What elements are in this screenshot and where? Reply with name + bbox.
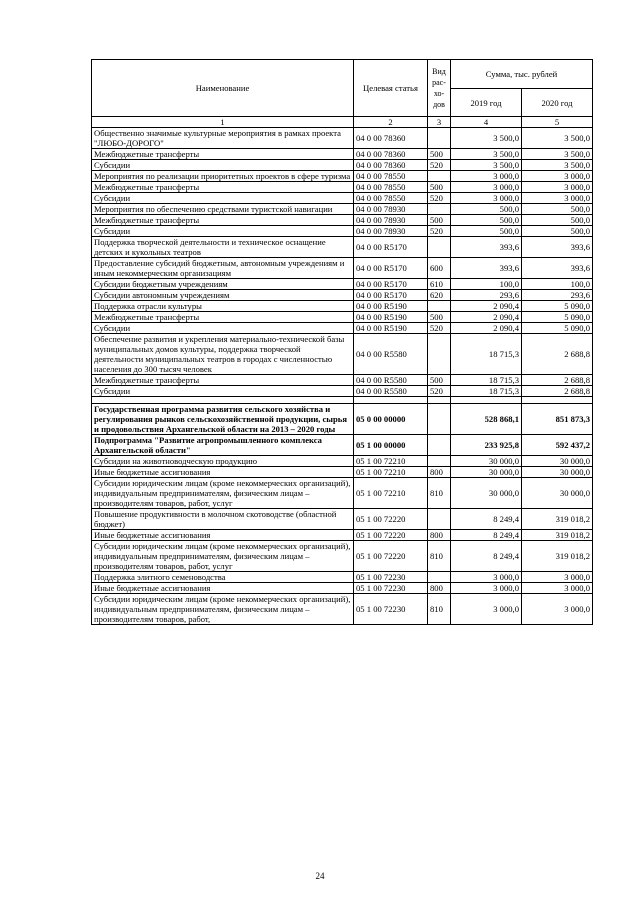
row-amount-2019-cell: 293,6 (451, 290, 522, 301)
table-row (92, 435, 593, 456)
row-expense-kind-cell (428, 128, 451, 149)
row-amount-2020-cell: 3 000,0 (522, 594, 593, 625)
row-target-code-cell: 04 0 00 78550 (354, 193, 428, 204)
row-amount-2019-cell: 100,0 (451, 279, 522, 290)
row-target-code-cell (354, 397, 428, 404)
row-amount-2019-cell: 528 868,1 (451, 404, 522, 435)
table-row (92, 160, 593, 171)
row-expense-kind-cell (428, 435, 451, 456)
row-amount-2019-cell: 30 000,0 (451, 467, 522, 478)
header-sum: Сумма, тыс. рублей (451, 60, 593, 89)
column-numbers-row (92, 117, 593, 128)
row-target-code-cell: 04 0 00 R5170 (354, 237, 428, 258)
row-target-code-cell: 04 0 00 R5580 (354, 334, 428, 375)
table-row (92, 193, 593, 204)
row-name-cell: Иные бюджетные ассигнования (92, 583, 354, 594)
row-amount-2020-cell: 393,6 (522, 237, 593, 258)
row-amount-2020-cell: 30 000,0 (522, 467, 593, 478)
row-target-code-cell: 04 0 00 R5190 (354, 312, 428, 323)
row-amount-2019-cell: 8 249,4 (451, 541, 522, 572)
row-target-code-cell: 04 0 00 R5170 (354, 258, 428, 279)
table-row (92, 456, 593, 467)
spacer-row (92, 397, 593, 404)
row-expense-kind-cell (428, 204, 451, 215)
row-target-code-cell: 04 0 00 78930 (354, 215, 428, 226)
row-name-cell: Межбюджетные трансферты (92, 312, 354, 323)
row-amount-2020-cell: 5 090,0 (522, 301, 593, 312)
row-expense-kind-cell: 520 (428, 193, 451, 204)
row-target-code-cell: 05 1 00 72230 (354, 594, 428, 625)
row-expense-kind-cell: 810 (428, 478, 451, 509)
row-amount-2019-cell: 3 000,0 (451, 171, 522, 182)
table-row (92, 386, 593, 397)
row-expense-kind-cell (428, 334, 451, 375)
row-amount-2019-cell: 393,6 (451, 258, 522, 279)
row-expense-kind-cell: 610 (428, 279, 451, 290)
row-amount-2019-cell: 3 500,0 (451, 149, 522, 160)
row-target-code-cell: 04 0 00 78550 (354, 171, 428, 182)
table-row (92, 182, 593, 193)
row-expense-kind-cell: 500 (428, 215, 451, 226)
row-amount-2020-cell: 100,0 (522, 279, 593, 290)
row-amount-2020-cell: 3 500,0 (522, 160, 593, 171)
row-amount-2020-cell: 2 688,8 (522, 334, 593, 375)
row-expense-kind-cell: 620 (428, 290, 451, 301)
row-amount-2020-cell: 5 090,0 (522, 323, 593, 334)
table-row (92, 572, 593, 583)
table-row (92, 334, 593, 375)
row-amount-2019-cell: 18 715,3 (451, 386, 522, 397)
row-amount-2020-cell: 2 688,8 (522, 375, 593, 386)
column-number: 2 (354, 117, 428, 128)
row-amount-2019-cell: 8 249,4 (451, 530, 522, 541)
row-amount-2019-cell: 8 249,4 (451, 509, 522, 530)
row-expense-kind-cell: 520 (428, 386, 451, 397)
row-expense-kind-cell: 500 (428, 312, 451, 323)
row-target-code-cell: 05 1 00 72220 (354, 530, 428, 541)
row-target-code-cell: 05 1 00 00000 (354, 435, 428, 456)
row-amount-2019-cell: 500,0 (451, 226, 522, 237)
table-row (92, 226, 593, 237)
page-number: 24 (315, 871, 325, 881)
row-amount-2020-cell: 3 000,0 (522, 182, 593, 193)
row-target-code-cell: 04 0 00 R5170 (354, 279, 428, 290)
table-row (92, 509, 593, 530)
row-amount-2020-cell: 500,0 (522, 215, 593, 226)
row-expense-kind-cell (428, 397, 451, 404)
row-target-code-cell: 05 1 00 72210 (354, 467, 428, 478)
row-name-cell: Субсидии (92, 323, 354, 334)
row-target-code-cell: 04 0 00 78930 (354, 204, 428, 215)
row-amount-2019-cell: 3 000,0 (451, 193, 522, 204)
column-number: 4 (451, 117, 522, 128)
header-year-2020: 2020 год (522, 89, 593, 117)
row-amount-2019-cell: 500,0 (451, 215, 522, 226)
header-year-2019: 2019 год (451, 89, 522, 117)
row-target-code-cell: 04 0 00 78360 (354, 128, 428, 149)
row-amount-2020-cell: 393,6 (522, 258, 593, 279)
row-amount-2019-cell (451, 397, 522, 404)
table-row (92, 128, 593, 149)
row-name-cell: Общественно значимые культурные мероприятия в рамках проекта "ЛЮБО-ДОРОГО" (92, 128, 354, 149)
row-name-cell: Субсидии юридическим лицам (кроме некоммерческих организаций), индивидуальным предпринимателям, физическим лицам – производителям товаров, работ, (92, 594, 354, 625)
column-number: 3 (428, 117, 451, 128)
table-row (92, 279, 593, 290)
row-name-cell: Поддержка отрасли культуры (92, 301, 354, 312)
row-name-cell: Межбюджетные трансферты (92, 375, 354, 386)
row-name-cell: Предоставление субсидий бюджетным, автономным учреждениям и иным некоммерческим организациям (92, 258, 354, 279)
table-row (92, 375, 593, 386)
row-expense-kind-cell (428, 237, 451, 258)
row-name-cell: Иные бюджетные ассигнования (92, 467, 354, 478)
table-row (92, 530, 593, 541)
row-target-code-cell: 04 0 00 78360 (354, 149, 428, 160)
row-target-code-cell: 05 0 00 00000 (354, 404, 428, 435)
row-target-code-cell: 04 0 00 R5580 (354, 375, 428, 386)
row-name-cell: Субсидии автономным учреждениям (92, 290, 354, 301)
row-expense-kind-cell (428, 456, 451, 467)
row-amount-2019-cell: 3 500,0 (451, 160, 522, 171)
row-target-code-cell: 04 0 00 R5170 (354, 290, 428, 301)
row-amount-2019-cell: 2 090,4 (451, 323, 522, 334)
row-expense-kind-cell: 500 (428, 182, 451, 193)
row-amount-2020-cell: 592 437,2 (522, 435, 593, 456)
table-row (92, 467, 593, 478)
row-expense-kind-cell (428, 301, 451, 312)
row-name-cell: Мероприятия по реализации приоритетных проектов в сфере туризма (92, 171, 354, 182)
row-name-cell: Субсидии (92, 386, 354, 397)
table-row (92, 258, 593, 279)
row-expense-kind-cell (428, 171, 451, 182)
row-name-cell: Подпрограмма "Развитие агропромышленного комплекса Архангельской области" (92, 435, 354, 456)
row-target-code-cell: 05 1 00 72230 (354, 572, 428, 583)
table-row (92, 301, 593, 312)
row-amount-2020-cell: 3 000,0 (522, 193, 593, 204)
row-amount-2019-cell: 2 090,4 (451, 301, 522, 312)
row-expense-kind-cell: 500 (428, 149, 451, 160)
row-amount-2019-cell: 3 000,0 (451, 583, 522, 594)
row-target-code-cell: 05 1 00 72220 (354, 541, 428, 572)
row-name-cell: Повышение продуктивности в молочном скотоводстве (областной бюджет) (92, 509, 354, 530)
row-amount-2020-cell: 5 090,0 (522, 312, 593, 323)
row-expense-kind-cell: 600 (428, 258, 451, 279)
row-name-cell: Межбюджетные трансферты (92, 149, 354, 160)
row-amount-2020-cell: 293,6 (522, 290, 593, 301)
row-expense-kind-cell: 520 (428, 323, 451, 334)
header-name: Наименование (92, 60, 354, 117)
row-amount-2020-cell: 500,0 (522, 226, 593, 237)
row-target-code-cell: 04 0 00 R5190 (354, 301, 428, 312)
row-amount-2019-cell: 3 000,0 (451, 182, 522, 193)
row-amount-2020-cell: 319 018,2 (522, 509, 593, 530)
row-name-cell: Субсидии юридическим лицам (кроме некоммерческих организаций), индивидуальным предпринимателям, физическим лицам – производителям товаров, работ, услуг (92, 541, 354, 572)
row-amount-2020-cell: 319 018,2 (522, 541, 593, 572)
table-row (92, 594, 593, 625)
row-name-cell: Поддержка элитного семеноводства (92, 572, 354, 583)
row-target-code-cell: 04 0 00 R5190 (354, 323, 428, 334)
row-name-cell: Иные бюджетные ассигнования (92, 530, 354, 541)
row-expense-kind-cell: 810 (428, 541, 451, 572)
row-target-code-cell: 04 0 00 R5580 (354, 386, 428, 397)
row-target-code-cell: 04 0 00 78360 (354, 160, 428, 171)
table-row (92, 290, 593, 301)
row-amount-2020-cell: 2 688,8 (522, 386, 593, 397)
row-amount-2020-cell: 30 000,0 (522, 478, 593, 509)
row-target-code-cell: 04 0 00 78930 (354, 226, 428, 237)
row-amount-2020-cell: 3 000,0 (522, 572, 593, 583)
column-number: 1 (92, 117, 354, 128)
row-name-cell: Государственная программа развития сельского хозяйства и регулирования рынков сельскохозяйственной продукции, сырья и продовольствия Архангельской области на 2013 – 2020 годы (92, 404, 354, 435)
row-name-cell: Мероприятия по обеспечению средствами туристской навигации (92, 204, 354, 215)
row-expense-kind-cell: 520 (428, 226, 451, 237)
row-name-cell: Субсидии бюджетным учреждениям (92, 279, 354, 290)
row-amount-2020-cell: 851 873,3 (522, 404, 593, 435)
header-kind: Вид рас-хо-дов (428, 60, 451, 117)
row-name-cell: Субсидии (92, 193, 354, 204)
budget-table (91, 59, 593, 625)
row-expense-kind-cell: 800 (428, 583, 451, 594)
row-amount-2020-cell: 3 000,0 (522, 171, 593, 182)
table-row (92, 149, 593, 160)
row-amount-2019-cell: 233 925,8 (451, 435, 522, 456)
row-expense-kind-cell (428, 572, 451, 583)
row-amount-2020-cell: 30 000,0 (522, 456, 593, 467)
row-expense-kind-cell (428, 509, 451, 530)
row-amount-2019-cell: 30 000,0 (451, 456, 522, 467)
row-amount-2019-cell: 3 000,0 (451, 572, 522, 583)
table-row (92, 583, 593, 594)
row-amount-2020-cell: 319 018,2 (522, 530, 593, 541)
table-row (92, 171, 593, 182)
row-amount-2019-cell: 500,0 (451, 204, 522, 215)
row-name-cell: Субсидии (92, 160, 354, 171)
row-expense-kind-cell: 800 (428, 467, 451, 478)
row-amount-2019-cell: 2 090,4 (451, 312, 522, 323)
table-row (92, 404, 593, 435)
row-amount-2019-cell: 30 000,0 (451, 478, 522, 509)
row-target-code-cell: 05 1 00 72210 (354, 456, 428, 467)
table-header-row (92, 60, 593, 89)
table-row (92, 312, 593, 323)
table-row (92, 237, 593, 258)
row-target-code-cell: 05 1 00 72220 (354, 509, 428, 530)
row-amount-2020-cell: 3 000,0 (522, 583, 593, 594)
header-target: Целевая статья (354, 60, 428, 117)
row-name-cell: Субсидии юридическим лицам (кроме некоммерческих организаций), индивидуальным предпринимателям, физическим лицам – производителям товаров, работ, услуг (92, 478, 354, 509)
row-target-code-cell: 05 1 00 72230 (354, 583, 428, 594)
table-row (92, 215, 593, 226)
row-name-cell: Поддержка творческой деятельности и техническое оснащение детских и кукольных театров (92, 237, 354, 258)
row-expense-kind-cell (428, 404, 451, 435)
table-row (92, 541, 593, 572)
row-name-cell: Межбюджетные трансферты (92, 215, 354, 226)
row-name-cell: Субсидии (92, 226, 354, 237)
row-amount-2019-cell: 3 500,0 (451, 128, 522, 149)
row-name-cell: Обеспечение развития и укрепления материально-технической базы муниципальных домов культуры, поддержка творческой деятельности муниципальных театров в городах с численностью населения до 300 тысяч человек (92, 334, 354, 375)
column-number: 5 (522, 117, 593, 128)
row-name-cell: Межбюджетные трансферты (92, 182, 354, 193)
row-amount-2019-cell: 3 000,0 (451, 594, 522, 625)
row-amount-2020-cell (522, 397, 593, 404)
row-expense-kind-cell: 500 (428, 375, 451, 386)
row-target-code-cell: 05 1 00 72210 (354, 478, 428, 509)
table-row (92, 323, 593, 334)
row-expense-kind-cell: 520 (428, 160, 451, 171)
row-name-cell (92, 397, 354, 404)
row-amount-2020-cell: 500,0 (522, 204, 593, 215)
table-row (92, 478, 593, 509)
row-expense-kind-cell: 800 (428, 530, 451, 541)
row-amount-2019-cell: 393,6 (451, 237, 522, 258)
row-amount-2020-cell: 3 500,0 (522, 128, 593, 149)
row-expense-kind-cell: 810 (428, 594, 451, 625)
table-row (92, 204, 593, 215)
row-target-code-cell: 04 0 00 78550 (354, 182, 428, 193)
row-amount-2019-cell: 18 715,3 (451, 375, 522, 386)
row-amount-2020-cell: 3 500,0 (522, 149, 593, 160)
row-amount-2019-cell: 18 715,3 (451, 334, 522, 375)
row-name-cell: Субсидии на животноводческую продукцию (92, 456, 354, 467)
